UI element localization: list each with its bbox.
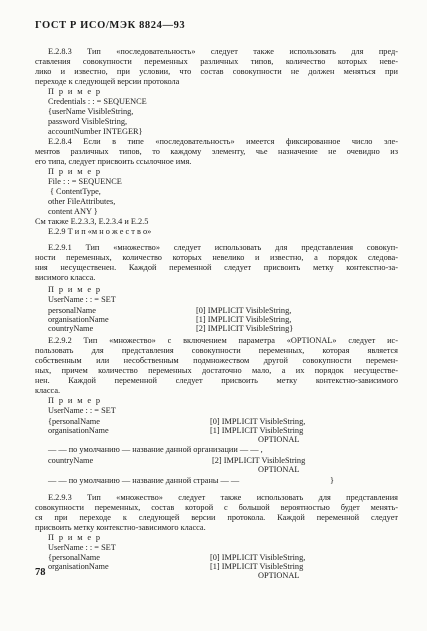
code-field-type: [1] IMPLICIT VisibleString: [210, 426, 304, 435]
text-line: ментов различных типов, то каждому элементу, чье назначение не очевидно из: [35, 147, 398, 156]
text-line: нен. Каждой переменной следует присвоить метку контекстно-зависимого: [35, 376, 398, 385]
code-field-type: [2] IMPLICIT VisibleString}: [196, 324, 294, 333]
code-field-name: {personalName: [48, 417, 100, 426]
code-field-type: [0] IMPLICIT VisibleString,: [210, 417, 306, 426]
code-line: {userName VisibleString,: [48, 107, 134, 116]
example-label: П р и м е р: [48, 87, 102, 96]
section-heading: Е.2.9 Т и п «м н о ж е с т в о»: [48, 227, 152, 236]
code-comment: — — по умолчанию — название данной страны — —: [48, 476, 240, 485]
example-label: П р и м е р: [48, 167, 102, 176]
text-line: Е.2.9.1 Тип «множество» следует использовать для представления совокуп-: [48, 243, 398, 252]
code-line: UserName : : = SET: [48, 295, 116, 304]
code-field-type: [1] IMPLICIT VisibleString,: [196, 315, 292, 324]
text-line: класса.: [35, 386, 61, 395]
text-line: переходе к следующей версии протокола: [35, 77, 180, 86]
text-line: пользовать для представления совокупности переменных, которая является: [35, 346, 398, 355]
code-field-name: countryName: [48, 324, 94, 333]
code-line: UserName : : = SET: [48, 406, 116, 415]
text-line: его типа, следует присвоить ссылочное имя.: [35, 157, 192, 166]
code-field-type: [1] IMPLICIT VisibleString: [210, 562, 304, 571]
code-field-name: personalName: [48, 306, 96, 315]
code-line: { ContentType,: [50, 187, 101, 196]
code-line: Credentials : : = SEQUENCE: [48, 97, 147, 106]
page-header: ГОСТ Р ИСО/МЭК 8824—93: [35, 20, 186, 31]
text-line: совокупности переменных, состав которой с большой вероятностью будет менять-: [35, 503, 398, 512]
text-line: Е.2.8.3 Тип «последовательность» следует также использовать для пред-: [48, 47, 398, 56]
code-field-type: [0] IMPLICIT VisibleString,: [196, 306, 292, 315]
code-line: content ANY }: [48, 207, 98, 216]
text-line: ния несущественен. Каждой переменной следует присвоить метку контекстно-за-: [35, 263, 398, 272]
text-line: ся при переходе к следующей версии протокола. Каждой переменной следует: [35, 513, 398, 522]
code-field-name: {personalName: [48, 553, 100, 562]
text-line: Е.2.8.4 Если в типе «последовательность» имеется фиксированное число эле-: [48, 137, 398, 146]
text-line: собственным или несобственным подмножеством другой совокупности перемен-: [35, 356, 398, 365]
code-line: other FileAttributes,: [48, 197, 116, 206]
code-line: accountNumber INTEGER}: [48, 127, 143, 136]
code-optional: OPTIONAL: [258, 571, 300, 580]
text-line: ности переменных, количество которых невелико и известно, а порядок следова-: [35, 253, 398, 262]
text-line: См также Е.2.3.3, Е.2.3.4 и Е.2.5: [35, 217, 149, 226]
text-line: лико и известно, при условии, что состав совокупности не должен меняться при: [35, 67, 398, 76]
example-label: П р и м е р: [48, 285, 102, 294]
code-field-name: organisationName: [48, 426, 109, 435]
text-line: ных, причем количество переменных достаточно мало, а их порядок несуществе-: [35, 366, 398, 375]
example-label: П р и м е р: [48, 396, 102, 405]
text-line: присвоить метку контекстно-зависимого класса.: [35, 523, 206, 532]
code-line: UserName : : = SET: [48, 543, 116, 552]
code-optional: OPTIONAL: [258, 465, 300, 474]
code-line: password VisibleString,: [48, 117, 128, 126]
code-field-name: countryName: [48, 456, 94, 465]
code-brace: }: [330, 476, 334, 485]
text-line: Е.2.9.3 Тип «множество» следует также использовать для представления: [48, 493, 398, 502]
text-line: ставления совокупности переменных различных типов, количество которых неве-: [35, 57, 398, 66]
code-field-name: organisationName: [48, 562, 109, 571]
code-field-type: [0] IMPLICIT VisibleString,: [210, 553, 306, 562]
text-line: Е.2.9.2 Тип «множество» с включением параметра «OPTIONAL» следует ис-: [48, 336, 398, 345]
text-line: висимого класса.: [35, 273, 96, 282]
code-comment: — — по умолчанию — название данной организации — — ,: [48, 445, 263, 454]
code-line: File : : = SEQUENCE: [48, 177, 122, 186]
page-number: 78: [35, 567, 46, 578]
code-field-type: [2] IMPLICIT VisibleString: [212, 456, 306, 465]
code-field-name: organisationName: [48, 315, 109, 324]
example-label: П р и м е р: [48, 533, 102, 542]
code-optional: OPTIONAL: [258, 435, 300, 444]
